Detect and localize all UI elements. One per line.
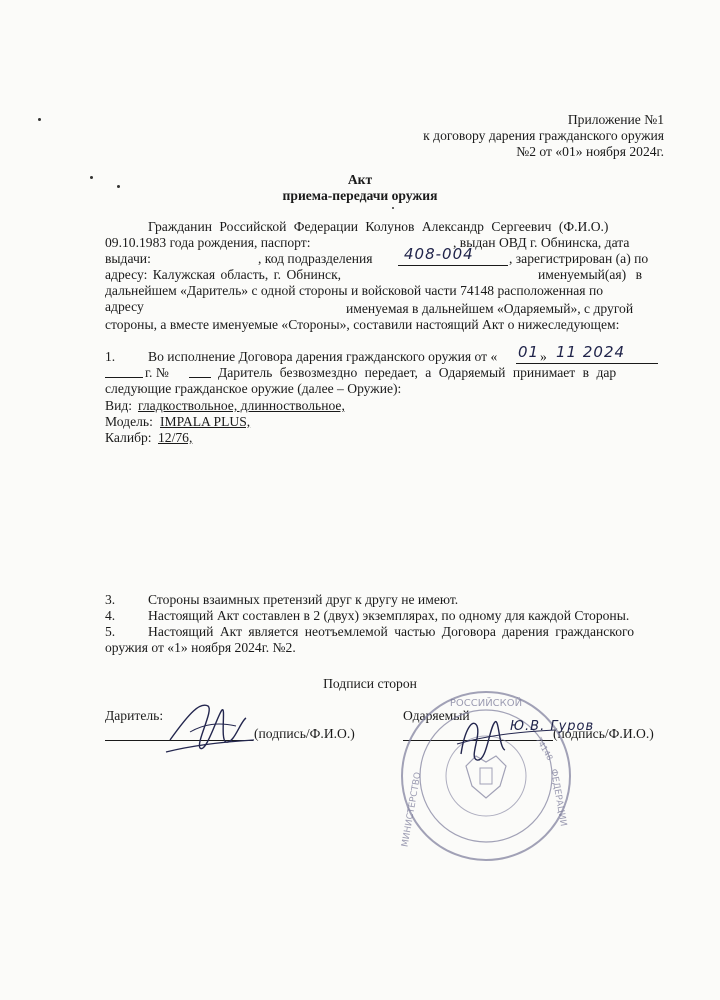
item-1-line-3: следующие гражданское оружие (далее – Оружие): bbox=[105, 381, 402, 396]
donor-hint: (подпись/Ф.И.О.) bbox=[254, 726, 355, 741]
item-5-number: 5. bbox=[105, 624, 116, 639]
blank-line bbox=[189, 377, 211, 378]
intro-line-2a: 09.10.1983 года рождения, паспорт: bbox=[105, 235, 311, 250]
scan-speck bbox=[38, 118, 41, 121]
intro-line-3b: , код подразделения bbox=[258, 251, 373, 266]
weapon-model-value: IMPALA PLUS, bbox=[160, 414, 251, 429]
intro-line-6b: именуемая в дальнейшем «Одаряемый», с другой bbox=[346, 301, 634, 316]
recipient-signature-icon bbox=[455, 708, 565, 768]
stamp-unit-text: 74148 bbox=[533, 735, 555, 763]
handwritten-month-year: 11 2024 bbox=[556, 343, 626, 361]
item-1-number: 1. bbox=[105, 349, 116, 364]
intro-line-4b: именуемый(ая) в bbox=[538, 267, 643, 282]
date-field bbox=[516, 343, 658, 364]
handwritten-code: 408-004 bbox=[404, 245, 474, 263]
weapon-caliber-value: 12/76, bbox=[158, 430, 193, 445]
annex-contract-number: №2 от «01» ноября 2024г. bbox=[516, 144, 664, 159]
item-1-line-2b: Даритель безвозмездно передает, а Одаряемый принимает в дар bbox=[218, 365, 617, 380]
intro-line-2b: , выдан ОВД г. Обнинска, дата bbox=[453, 235, 630, 250]
stamp-top-text: РОССИЙСКОЙ bbox=[449, 698, 523, 709]
item-5-continuation: оружия от «1» ноября 2024г. №2. bbox=[105, 640, 296, 655]
annex-number: Приложение №1 bbox=[567, 112, 664, 127]
stamp-left-text: МИНИСТЕРСТВО bbox=[400, 771, 424, 848]
annex-contract: к договору дарения гражданского оружия bbox=[423, 128, 664, 143]
intro-line-3c: , зарегистрирован (а) по bbox=[509, 251, 649, 266]
doc-subtitle: приема-передачи оружия bbox=[282, 188, 438, 203]
recipient-hint: (подпись/Ф.И.О.) bbox=[553, 726, 654, 741]
intro-line-6a: адресу bbox=[105, 299, 144, 314]
blank-line bbox=[105, 377, 143, 378]
scan-speck bbox=[392, 207, 394, 209]
code-field bbox=[398, 245, 508, 266]
item-3-text: Стороны взаимных претензий друг к другу не имеют. bbox=[148, 592, 459, 607]
donor-signature-icon bbox=[160, 692, 260, 762]
item-4-text: Настоящий Акт составлен в 2 (двух) экземплярах, по одному для каждой Стороны. bbox=[148, 608, 630, 623]
doc-title: Акт bbox=[347, 172, 373, 187]
item-4-number: 4. bbox=[105, 608, 116, 623]
intro-line-1: Гражданин Российской Федерации Колунов Александр Сергеевич (Ф.И.О.) bbox=[148, 219, 609, 234]
handwritten-day: 01 bbox=[518, 343, 540, 361]
item-5-text: Настоящий Акт является неотъемлемой частью Договора дарения гражданского bbox=[148, 624, 635, 639]
weapon-kind-value: гладкоствольное, длинноствольное, bbox=[138, 398, 345, 413]
recipient-label: Одаряемый bbox=[403, 708, 470, 723]
item-1-line-1: Во исполнение Договора дарения гражданского оружия от « bbox=[148, 349, 498, 364]
weapon-caliber-label: Калибр: bbox=[105, 430, 152, 445]
intro-line-5: дальнейшем «Даритель» с одной стороны и войсковой части 74148 расположенная по bbox=[105, 283, 604, 298]
weapon-kind-label: Вид: bbox=[105, 398, 133, 413]
donor-label: Даритель: bbox=[105, 708, 164, 723]
item-3-number: 3. bbox=[105, 592, 116, 607]
recipient-handwritten-name: Ю.В. Гуров bbox=[510, 719, 595, 734]
date-quote: » bbox=[540, 349, 547, 364]
intro-line-3a: выдачи: bbox=[105, 251, 151, 266]
item-1-line-2a: г. № bbox=[145, 365, 169, 380]
intro-line-7: стороны, а вместе именуемые «Стороны», составили настоящий Акт о нижеследующем: bbox=[105, 317, 620, 332]
intro-line-4a: адресу: Калужская область, г. Обнинск, bbox=[105, 267, 342, 282]
weapon-model-label: Модель: bbox=[105, 414, 153, 429]
stamp-right-text: ФЕДЕРАЦИИ bbox=[547, 768, 568, 828]
signatures-title: Подписи сторон bbox=[323, 676, 417, 691]
